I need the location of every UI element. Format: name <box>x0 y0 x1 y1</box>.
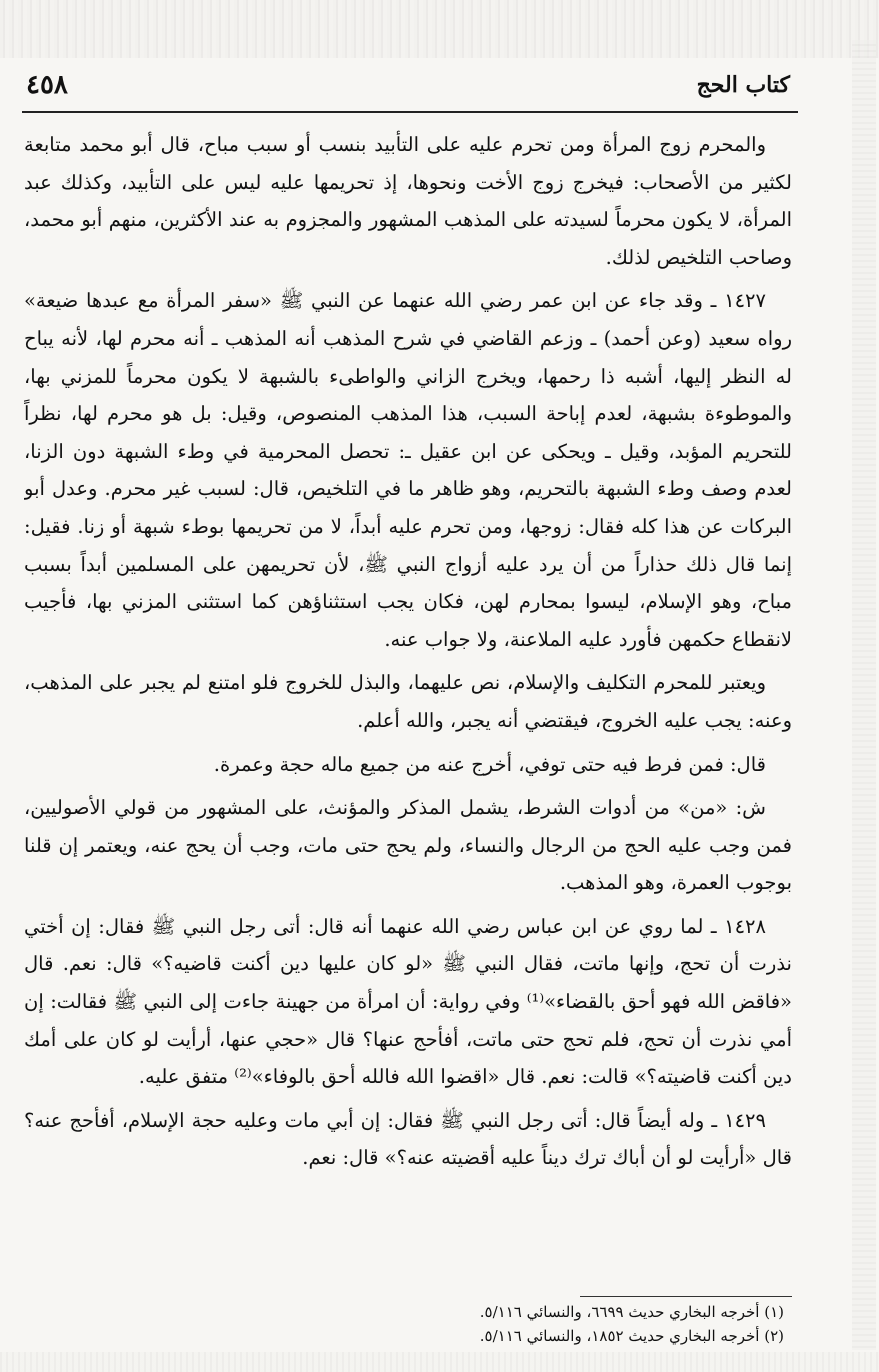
footnote-2: (٢) أخرجه البخاري حديث ١٨٥٢، والنسائي ٥/١١٦. <box>479 1327 784 1345</box>
paragraph-hadith-1429: ١٤٢٩ ـ وله أيضاً قال: أتى رجل النبي ﷺ فقال: إن أبي مات وعليه حجة الإسلام، أفأحج عنه؟ قال «أرأيت لو أن أباك ترك ديناً عليه أقضيته عنه؟» قال: نعم. <box>24 1108 792 1170</box>
paragraph-mahram-definition: والمحرم زوج المرأة ومن تحرم عليه على التأبيد بنسب أو سبب مباح، قال أبو محمد متابعة لكثير من الأصحاب: فيخرج زوج الأخت ونحوها، إذ تحريمها عليه ليس على التأبيد، وكذلك عبد المرأة، لا يكون محرماً لسيدته على المذهب المشهور والمجزوم به عند الأكثرين، منهم أبو محمد، وصاحب التلخيص لذلك. <box>24 133 792 269</box>
header-rule <box>22 111 798 113</box>
page-header <box>22 70 794 110</box>
footnote-rule <box>580 1296 792 1297</box>
paragraph-mahram-conditions: ويعتبر للمحرم التكليف والإسلام، نص عليهما، والبذل للخروج فلو امتنع لم يجبر على المذهب، وعنه: يجب عليه الخروج، فيقتضي أنه يجبر، والله أعلم. <box>24 671 792 732</box>
scan-noise-right <box>852 40 876 1350</box>
page-number: ٤٥٨ <box>26 70 68 100</box>
scan-noise-bottom <box>0 1352 879 1372</box>
footnotes <box>24 1300 790 1348</box>
footnote-1: (١) أخرجه البخاري حديث ٦٦٩٩، والنسائي ٥/١١٦. <box>479 1303 784 1321</box>
scan-noise-top <box>0 0 879 58</box>
paragraph-sharh: ش: «من» من أدوات الشرط، يشمل المذكر والمؤنث، على المشهور من قولي الأصوليين، فمن وجب عليه الحج من الرجال والنساء، ولم يحج حتى مات، وجب أن يحج عنه، ويعتمر إن قلنا بوجوب العمرة، وهو المذهب. <box>24 796 792 895</box>
body-text <box>24 126 792 1291</box>
paragraph-hadith-1428: ١٤٢٨ ـ لما روي عن ابن عباس رضي الله عنهما أنه قال: أتى رجل النبي ﷺ فقال: إن أختي نذرت أن تحج، وإنها ماتت، فقال النبي ﷺ «لو كان عليها دين أكنت قاضيه؟» قال: نعم. قال «فاقض الله فهو أحق بالقضاء»⁽¹⁾ وفي رواية: أن امرأة من جهينة جاءت إلى النبي ﷺ فقالت: إن أمي نذرت أن تحج، فلم تحج حتى ماتت، أفأحج عنها؟ قال «حجي عنها، أرأيت لو كان على أمك دين أكنت قاضيته؟» قالت: نعم. قال «اقضوا الله فالله أحق بالوفاء»⁽²⁾ متفق عليه. <box>24 914 792 1089</box>
paragraph-hadith-1427: ١٤٢٧ ـ وقد جاء عن ابن عمر رضي الله عنهما عن النبي ﷺ «سفر المرأة مع عبدها ضيعة» رواه سعيد (وعن أحمد) ـ وزعم القاضي في شرح المذهب أنه المذهب ـ أنه محرم لها، لأنه يباح له النظر إليها، أشبه ذا رحمها، ويخرج الزاني والواطىء بالشبهة لا يكون محرماً للمزني بها، والموطوءة بشبهة، لعدم إباحة السبب، هذا المذهب المنصوص، وقيل: بل هو محرم لها، نظراً للتحريم المؤبد، وقيل ـ ويحكى عن ابن عقيل ـ: تحصل المحرمية في وطء الشبهة دون الزنا، لعدم وصف وطء الشبهة بالتحريم، وهو ظاهر ما في التلخيص، قال: لسبب غير محرم. وعدل أبو البركات عن هذا كله فقال: زوجها، ومن تحرم عليه أبداً، لا من تحريمها بوطء شبهة أو زنا. فقيل: إنما قال ذلك حذاراً من أن يرد عليه أزواج النبي ﷺ، لأن تحريمهن على المسلمين أبداً بسبب مباح، وهو الإسلام، ليسوا بمحارم لهن، فكان يجب استثناؤهن كما استثنى المزني بها، فأجيب لانقطاع حكمهن فأورد عليه الملاعنة، ولا جواب عنه. <box>24 289 792 651</box>
book-title: كتاب الحج <box>696 72 790 98</box>
paragraph-matn: قال: فمن فرط فيه حتى توفي، أخرج عنه من جميع ماله حجة وعمرة. <box>213 752 766 776</box>
